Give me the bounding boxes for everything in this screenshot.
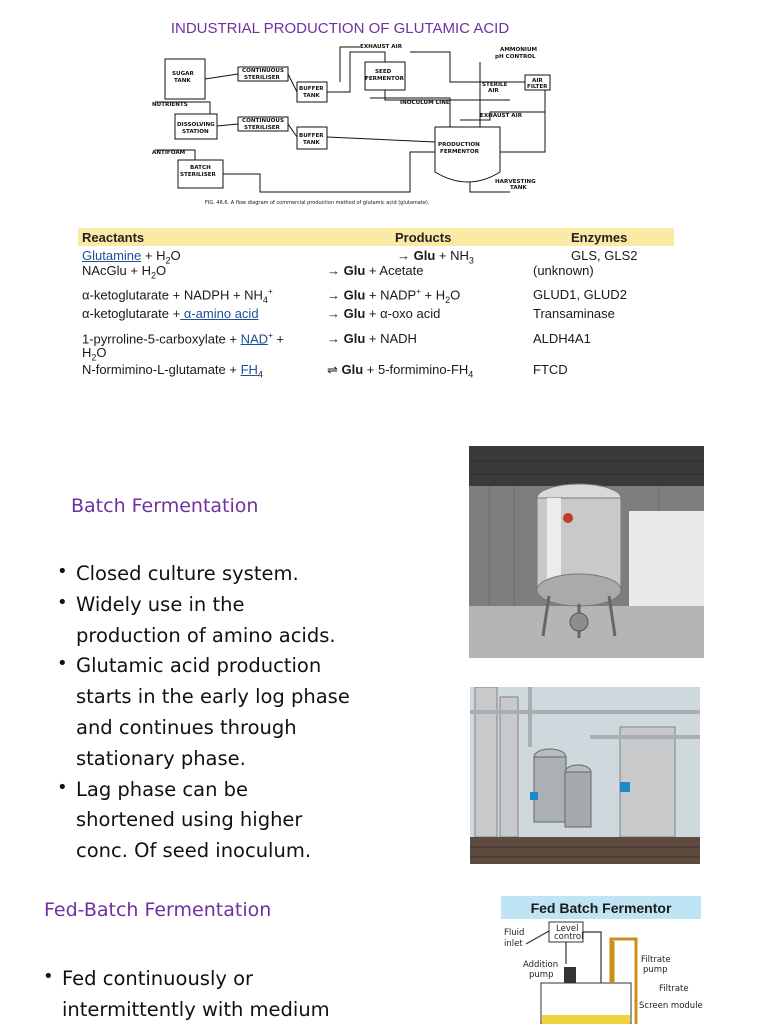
fed-label: inlet (504, 939, 523, 949)
list-item: • Closed culture system. (57, 559, 377, 590)
table-row-product: → Glu + NADP+ + $H_2O$ (327, 287, 461, 305)
fed-label: pump (643, 965, 668, 975)
table-row-product: → Glu + NADH (327, 331, 417, 346)
diagram-label: AMMONIUM (500, 47, 538, 53)
diagram-label: SUGAR (172, 71, 194, 77)
col-header-enzymes: Enzymes (571, 230, 628, 245)
table-row-enzyme: GLS, GLS2 (571, 248, 638, 263)
table-row-reactant: 1-pyrroline-5-carboxylate + NAD+ + (82, 331, 284, 347)
diagram-label: STERILISER (244, 125, 280, 131)
diagram-label: TANK (510, 185, 527, 191)
link[interactable]: FH (240, 362, 258, 377)
col-header-products: Products (395, 230, 452, 245)
diagram-label: STATION (182, 129, 209, 135)
link[interactable]: α-amino acid (180, 306, 259, 321)
diagram-label: TANK (174, 78, 191, 84)
diagram-label: FILTER (527, 84, 548, 90)
fedbatch-figure-title: Fed Batch Fermentor (530, 900, 672, 916)
fermentor-photo (469, 446, 704, 658)
fed-label: Screen module (639, 1001, 703, 1011)
list-item: • Widely use in the production of amino acids. (57, 590, 377, 652)
diagram-label: PRODUCTION (438, 142, 480, 148)
fedbatch-bullets (43, 964, 383, 1026)
table-row-enzyme: (unknown) (533, 263, 594, 278)
diagram-label: STERILISER (244, 75, 280, 81)
diagram-label: HARVESTING (495, 179, 536, 185)
fedbatch-diagram (501, 919, 706, 1024)
list-item: • Lag phase can be shortened using higher conc. Of seed inoculum. (57, 775, 377, 867)
diagram-label: DISSOLVING (177, 122, 215, 128)
diagram-label: SEED (375, 69, 392, 75)
table-row-enzyme: ALDH4A1 (533, 331, 591, 346)
table-row-reactant: NAcGlu + $H_2O$ (82, 263, 167, 281)
table-row-reactant: α-ketoglutarate + NADPH + $NH_4^+$ (82, 287, 273, 305)
plant-photo (470, 687, 700, 864)
diagram-label: BUFFER (299, 133, 324, 139)
fed-label: Level (556, 924, 579, 934)
diagram-label: FERMENTOR (365, 76, 404, 82)
fedbatch-heading: Fed-Batch Fermentation (44, 899, 272, 921)
table-row-reactant-cont: $H_2O$ (82, 345, 107, 363)
diagram-label: STERILISER (180, 172, 216, 178)
diagram-label: TANK (303, 93, 320, 99)
fed-label: Addition (523, 960, 559, 970)
list-item: • Glutamic acid production starts in the early log phase and continues through stationary phase. (57, 651, 377, 774)
diagram-label: FERMENTOR (440, 149, 479, 155)
table-row-product: → Glu + $NH_3$ (397, 248, 474, 266)
fed-label: Filtrate (659, 984, 689, 994)
table-row-product: ⇌ Glu + $5-formimino-FH_4$ (327, 362, 474, 380)
diagram-label: STERILE (482, 82, 508, 88)
diagram-label: CONTINUOUS (242, 68, 284, 74)
diagram-label: BUFFER (299, 86, 324, 92)
table-row-reactant: Glutamine + $H_2O$ (82, 248, 181, 266)
link[interactable]: Glutamine (82, 248, 142, 263)
page-title: INDUSTRIAL PRODUCTION OF GLUTAMIC ACID (170, 20, 510, 37)
batch-heading: Batch Fermentation (71, 495, 259, 517)
link[interactable]: NAD (240, 331, 269, 347)
diagram-label: BATCH (190, 165, 211, 171)
fed-label: pump (529, 970, 554, 980)
flow-diagram (150, 42, 570, 217)
diagram-label: NUTRIENTS (152, 102, 188, 108)
diagram-caption: FIG. 46.6. A flow diagram of commercial production method of glutamic acid (glutamate). (205, 200, 430, 206)
table-row-enzyme: GLUD1, GLUD2 (533, 287, 627, 302)
fed-label: control (554, 932, 584, 942)
list-item: • Fed continuously or intermittently with medium (43, 964, 383, 1026)
table-row-reactant: α-ketoglutarate + α-amino acid (82, 306, 259, 321)
diagram-label: ANTIFOAM (152, 150, 186, 156)
diagram-label: pH CONTROL (495, 54, 536, 60)
diagram-label: EXHAUST AIR (480, 113, 523, 119)
table-row-enzyme: FTCD (533, 362, 568, 377)
diagram-label: AIR (488, 88, 499, 94)
diagram-label: CONTINUOUS (242, 118, 284, 124)
diagram-label: EXHAUST AIR (360, 44, 403, 50)
fed-label: Fluid (504, 928, 525, 938)
table-row-reactant: N-formimino-L-glutamate + $FH_4$ (82, 362, 263, 380)
table-row-enzyme: Transaminase (533, 306, 615, 321)
diagram-label: TANK (303, 140, 320, 146)
table-row-product: → Glu + α-oxo acid (327, 306, 441, 321)
table-row-product: → Glu + Acetate (327, 263, 424, 278)
col-header-reactants: Reactants (82, 230, 145, 245)
batch-bullets (57, 559, 377, 867)
fed-label: Filtrate (641, 955, 671, 965)
diagram-label: AIR (532, 78, 543, 84)
diagram-label: INOCULUM LINE (400, 100, 450, 106)
